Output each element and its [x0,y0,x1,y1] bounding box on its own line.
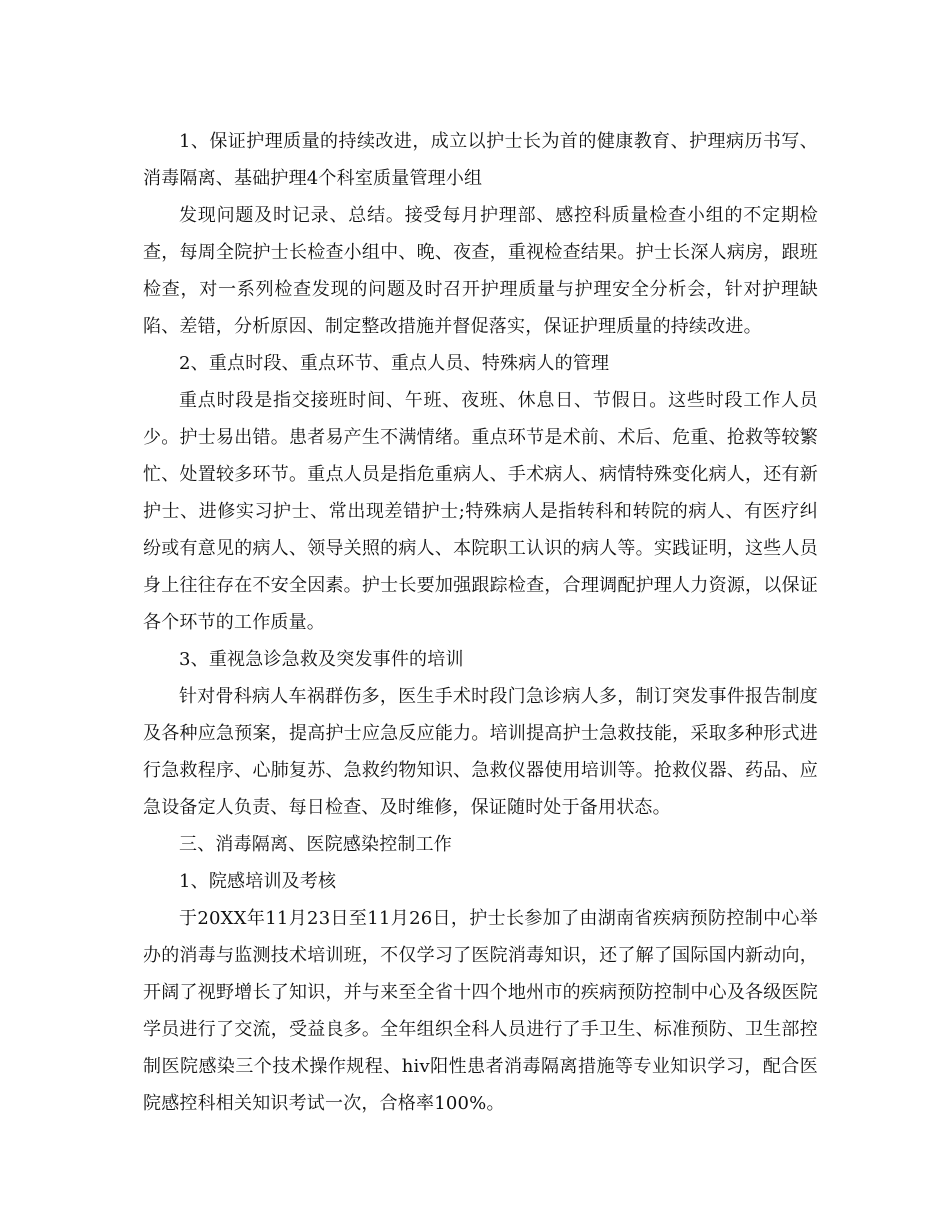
paragraph-emergency-training: 针对骨科病人车祸群伤多，医生手术时段门急诊病人多，制订突发事件报告制度及各种应急预案，提高护士应急反应能力。培训提高护士急救技能，采取多种形式进行急救程序、心肺复苏、急救约物知识、急救仪器使用培训等。抢救仪器、药品、应急设备定人负责、每日检查、及时维修，保证随时处于备用状态。 [143,686,818,818]
paragraph-infection-training: 于20XX年11月23日至11月26日，护士长参加了由湖南省疾病预防控制中心举办的消毒与监测技术培训班，不仅学习了医院消毒知识，还了解了国际国内新动向，开阔了视野增长了知识，并与来至全省十四个地州市的疾病预防控制中心及各级医院学员进行了交流，受益良多。全年组织全科人员进行了手卫生、标准预防、卫生部控制医院感染三个技术操作规程、hiv阳性患者消毒隔离措施等专业知识学习，配合医院感控科相关知识考试一次，合格率100%。 [143,908,818,1114]
paragraph-chapter-3-heading: 三、消毒隔离、医院感染控制工作 [179,834,452,855]
paragraph-section-2-heading: 2、重点时段、重点环节、重点人员、特殊病人的管理 [179,353,610,374]
paragraph-section-3-heading: 3、重视急诊急救及突发事件的培训 [179,649,464,670]
paragraph-section-1-heading: 1、保证护理质量的持续改进，成立以护士长为首的健康教育、护理病历书写、消毒隔离、基础护理4个科室质量管理小组 [143,131,818,189]
paragraph-key-periods: 重点时段是指交接班时间、午班、夜班、休息日、节假日。这些时段工作人员少。护士易出错。患者易产生不满情绪。重点环节是术前、术后、危重、抢救等较繁忙、处置较多环节。重点人员是指危重病人、手术病人、病情特殊变化病人，还有新护士、进修实习护士、常出现差错护士;特殊病人是指转科和转院的病人、有医疗纠纷或有意见的病人、领导关照的病人、本院职工认识的病人等。实践证明，这些人员身上往往存在不安全因素。护士长要加强跟踪检查，合理调配护理人力资源，以保证各个环节的工作质量。 [143,390,818,633]
document-body [143,123,818,1122]
paragraph-quality-checks: 发现问题及时记录、总结。接受每月护理部、感控科质量检查小组的不定期检查，每周全院护士长检查小组中、晚、夜查，重视检查结果。护士长深人病房，跟班检查，对一系列检查发现的问题及时召开护理质量与护理安全分析会，针对护理缺陷、差错，分析原因、制定整改措施并督促落实，保证护理质量的持续改进。 [143,205,818,337]
paragraph-infection-training-heading: 1、院感培训及考核 [179,871,337,892]
